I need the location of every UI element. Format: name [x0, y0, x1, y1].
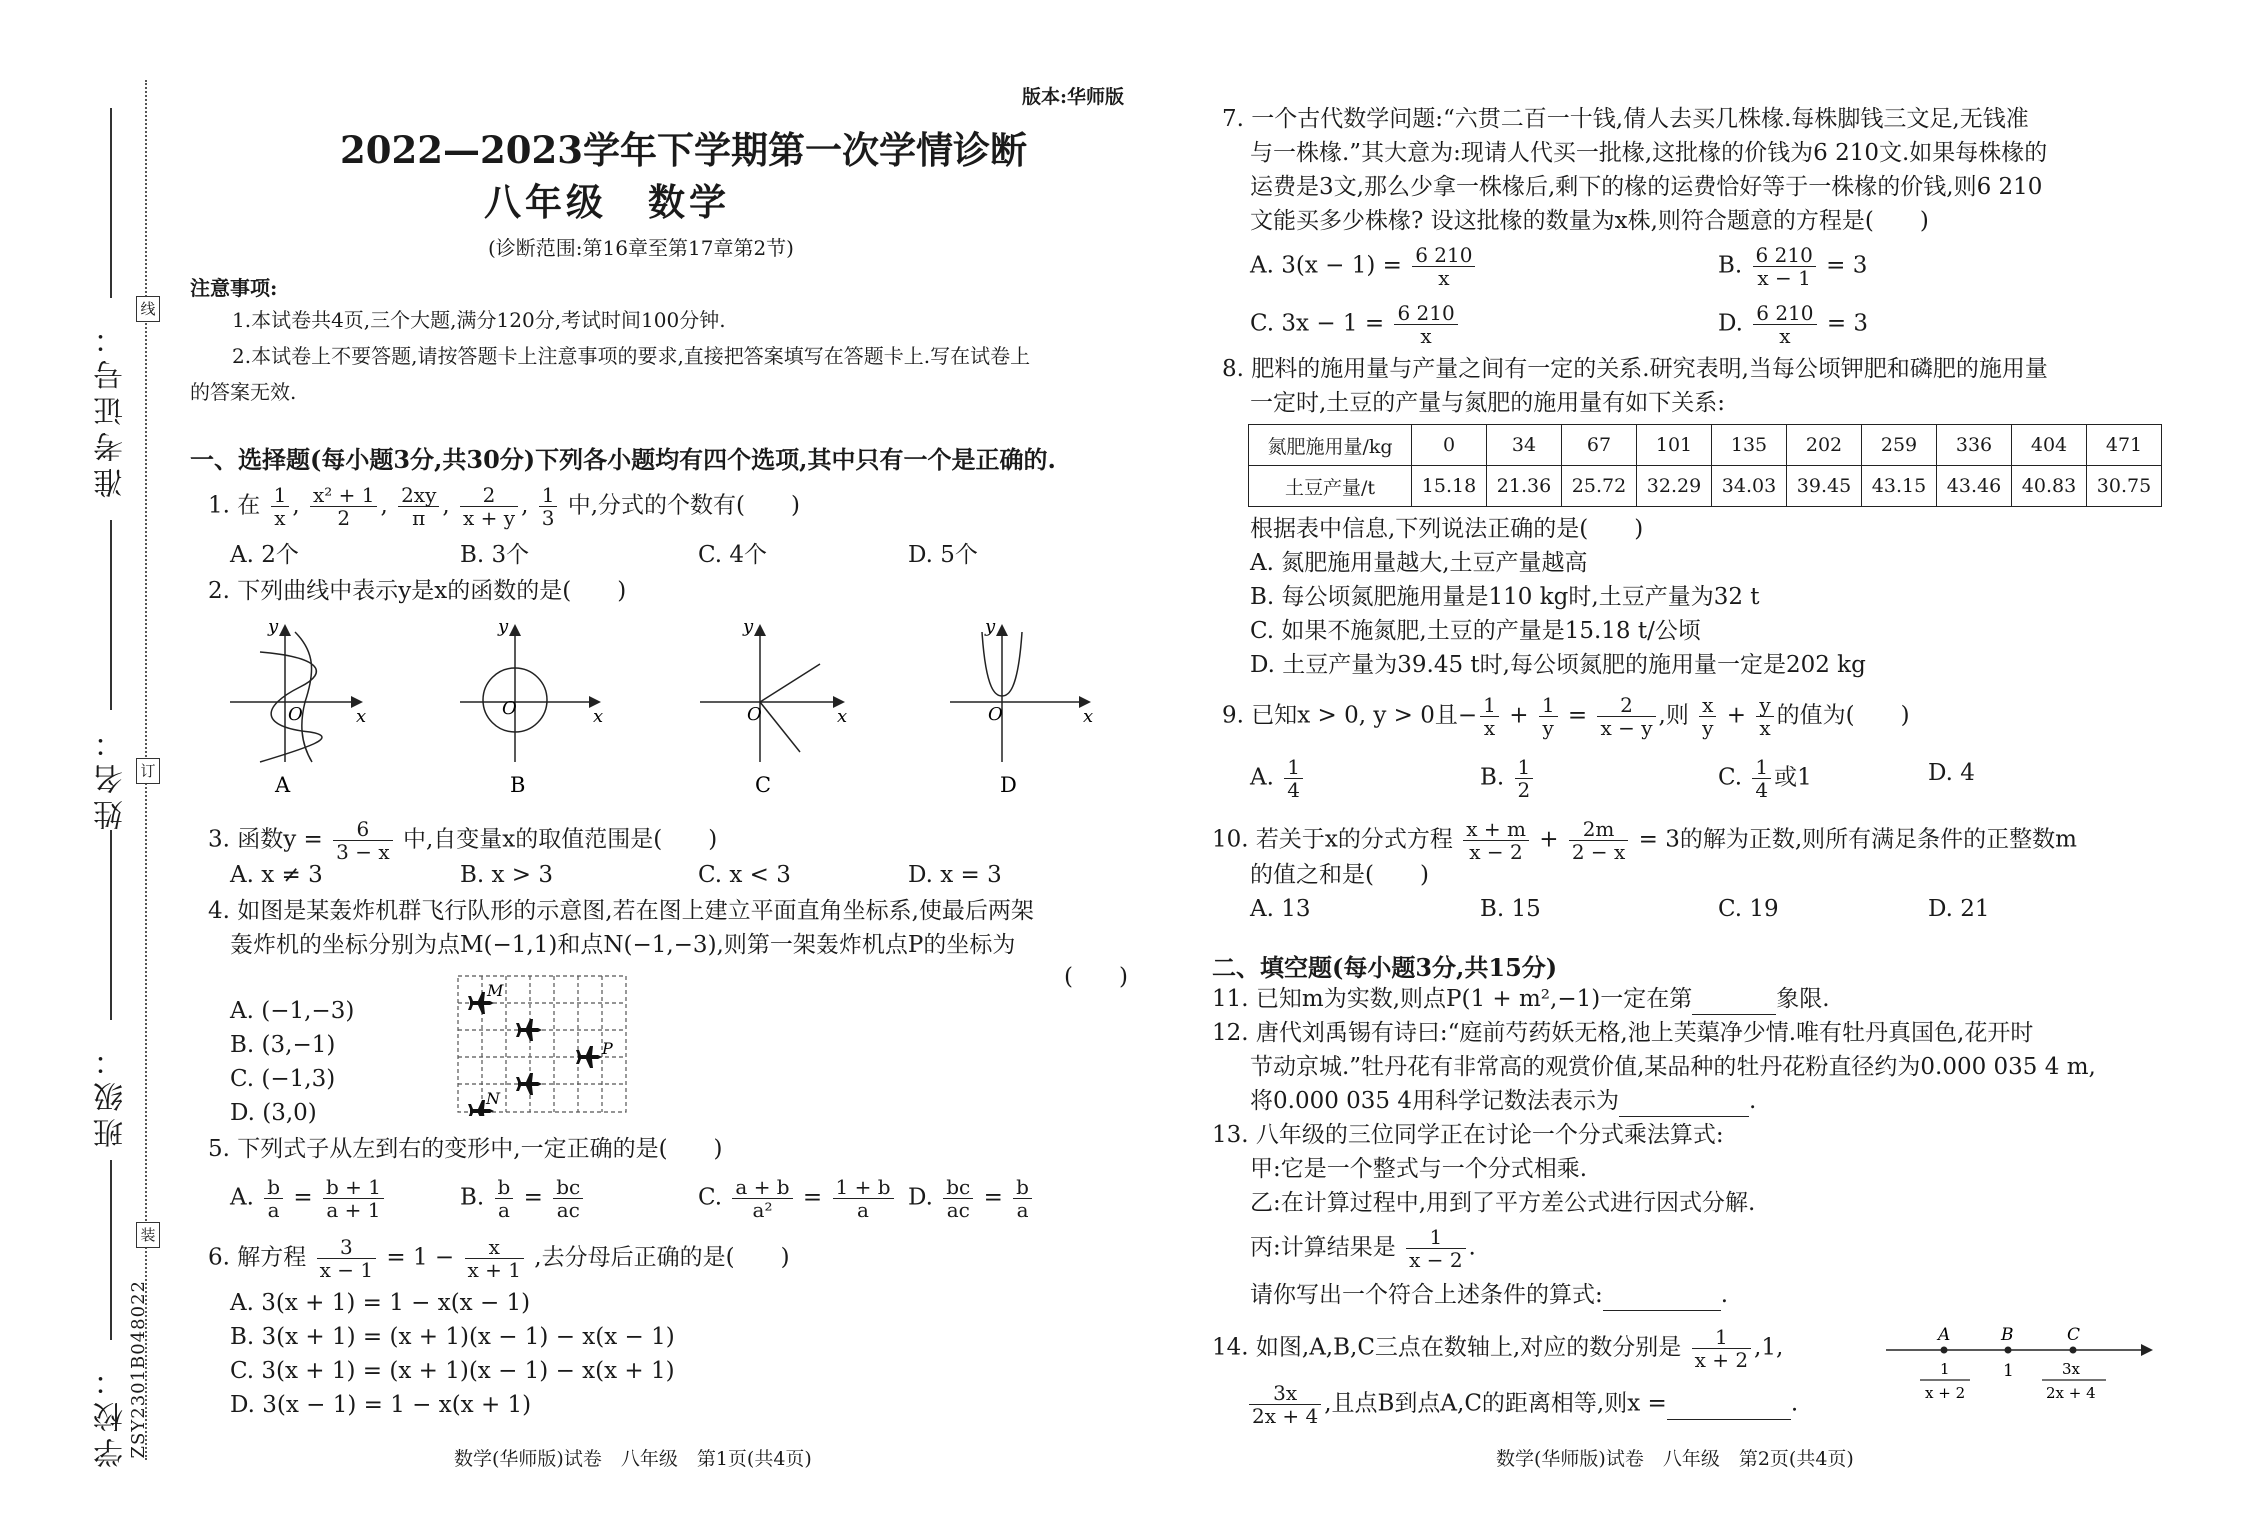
- question-7-line2: 与一株椽.”其大意为:现请人代买一批椽,这批椽的价钱为6 210文.如果每株椽的: [1250, 140, 2048, 166]
- question-1: 1. 在 $\frac{1}{x}$ , $\frac{\text{x² + 1}}{2}$ , $\frac{2xy}{\pi}$ , $\frac{2}{x + y}$ , $\frac{1}{3}$ 中,分式的个数有( ): [208, 483, 800, 530]
- name-label: 姓名：: [94, 722, 129, 830]
- table-cell: 336: [1937, 425, 2012, 466]
- q1-option-c: C. 4个: [698, 542, 768, 568]
- table-cell: 39.45: [1787, 466, 1862, 507]
- note-item: 2.本试卷上不要答题,请按答题卡上注意事项的要求,直接把答案填写在答题卡上.写在试卷上: [232, 344, 1031, 368]
- table-cell: 404: [2012, 425, 2087, 466]
- exam-id-label: 准考证号：: [94, 318, 129, 498]
- q8-option-c: C. 如果不施氮肥,土豆的产量是15.18 t/公顷: [1250, 618, 1701, 644]
- svg-text:B: B: [2001, 1325, 2014, 1345]
- table-cell: 34: [1487, 425, 1562, 466]
- table-cell: 135: [1712, 425, 1787, 466]
- section-fill-heading: 二、填空题(每小题3分,共15分): [1212, 953, 1558, 982]
- svg-text:M: M: [487, 981, 504, 1000]
- q8-option-b: B. 每公顷氮肥施用量是110 kg时,土豆产量为32 t: [1250, 584, 1760, 610]
- table-cell: 101: [1637, 425, 1712, 466]
- svg-text:N: N: [486, 1089, 500, 1108]
- svg-text:O: O: [988, 704, 1003, 725]
- question-7-line1: 7. 一个古代数学问题:“六贯二百一十钱,倩人去买几株椽.每株脚钱三文足,无钱准: [1222, 106, 2029, 132]
- binding-mark-bind: 订: [136, 758, 160, 784]
- question-9: 9. 已知x > 0, y > 0且− $\frac{1}{x}$ + $\frac{1}{y}$ = $\frac{2}{x - y}$ ,则 $\frac{x}{y}$ + $\frac{y}{x}$ 的值为( ): [1222, 693, 1910, 740]
- table-row: [1249, 425, 2162, 466]
- q3-option-c: C. x < 3: [698, 862, 791, 888]
- serial-number: ZSY2301B048022: [128, 1280, 149, 1459]
- svg-text:y: y: [498, 616, 509, 637]
- table-cell: 202: [1787, 425, 1862, 466]
- table-cell: 21.36: [1487, 466, 1562, 507]
- table-cell: 30.75: [2087, 466, 2162, 507]
- q4-formation-grid: [454, 972, 630, 1116]
- question-2: 2. 下列曲线中表示y是x的函数的是( ): [208, 578, 627, 604]
- q14-number-line: [1880, 1318, 2180, 1418]
- question-14-line1: 14. 如图,A,B,C三点在数轴上,对应的数分别是 $\frac{1}{x + 2}$ ,1,: [1212, 1325, 1784, 1372]
- svg-text:1: 1: [1940, 1360, 1950, 1378]
- question-4-line2: 轰炸机的坐标分别为点M(−1,1)和点N(−1,−3),则第一架轰炸机点P的坐标为: [230, 932, 1016, 958]
- svg-text:C: C: [755, 773, 772, 797]
- svg-text:y: y: [743, 616, 754, 637]
- svg-text:D: D: [1000, 773, 1017, 797]
- question-7-line3: 运费是3文,那么少拿一株椽后,剩下的椽的运费恰好等于一株椽的价钱,则6 210: [1250, 174, 2043, 200]
- binding-mark-pack: 装: [136, 1222, 160, 1248]
- svg-text:O: O: [747, 704, 762, 725]
- svg-text:O: O: [288, 704, 303, 725]
- svg-text:x + 2: x + 2: [1925, 1384, 1966, 1402]
- plane-icon: [576, 1046, 602, 1068]
- svg-text:x: x: [356, 706, 367, 727]
- q5-option-a: A. $\frac{b}{a}$ = $\frac{b + 1}{a + 1}$: [230, 1176, 387, 1221]
- binding-mark-line: 线: [136, 296, 160, 322]
- question-4-paren: ( ): [1064, 964, 1128, 990]
- q1-option-a: A. 2个: [230, 542, 299, 568]
- table-row: [1249, 466, 2162, 507]
- q10-option-b: B. 15: [1480, 896, 1541, 922]
- binding-rule: [110, 108, 112, 298]
- graph-b: [460, 616, 603, 797]
- q6-option-a: A. 3(x + 1) = 1 − x(x − 1): [230, 1290, 531, 1316]
- binding-rule: [110, 830, 112, 1020]
- binding-rule: [110, 1160, 112, 1340]
- question-8-line2: 一定时,土豆的产量与氮肥的施用量有如下关系:: [1250, 390, 1726, 416]
- table-cell: 32.29: [1637, 466, 1712, 507]
- svg-text:x: x: [1083, 706, 1094, 727]
- table-cell: 土豆产量/t: [1249, 466, 1412, 507]
- svg-text:y: y: [985, 616, 996, 637]
- svg-text:3x: 3x: [2062, 1360, 2081, 1378]
- q4-option-c: C. (−1,3): [230, 1066, 336, 1092]
- note-item: 1.本试卷共4页,三个大题,满分120分,考试时间100分钟.: [232, 308, 726, 332]
- binding-rule: [110, 520, 112, 710]
- q6-option-b: B. 3(x + 1) = (x + 1)(x − 1) − x(x − 1): [230, 1324, 675, 1350]
- question-3: 3. 函数y = $\frac{6}{3 - x}$ 中,自变量x的取值范围是( ): [208, 817, 718, 864]
- svg-text:A: A: [275, 773, 291, 797]
- class-label: 班级：: [94, 1040, 129, 1148]
- svg-text:x: x: [593, 706, 604, 727]
- question-13-line4: 丙:计算结果是 $\frac{1}{x - 2}$ .: [1250, 1225, 1476, 1272]
- svg-text:C: C: [2067, 1325, 2081, 1345]
- table-cell: 0: [1412, 425, 1487, 466]
- graph-a: [230, 616, 366, 797]
- question-14-line2: $\frac{3x}{2x + 4}$ ,且点B到点A,C的距离相等,则x = .: [1246, 1382, 1798, 1427]
- svg-text:2x + 4: 2x + 4: [2046, 1384, 2096, 1402]
- notes-heading: 注意事项:: [190, 276, 278, 300]
- question-5: 5. 下列式子从左到右的变形中,一定正确的是( ): [208, 1136, 723, 1162]
- question-4-line1: 4. 如图是某轰炸机群飞行队形的示意图,若在图上建立平面直角坐标系,使最后两架: [208, 898, 1034, 924]
- svg-text:x: x: [837, 706, 848, 727]
- q4-option-d: D. (3,0): [230, 1100, 317, 1126]
- q9-option-d: D. 4: [1928, 760, 1975, 786]
- question-8-line1: 8. 肥料的施用量与产量之间有一定的关系.研究表明,当每公顷钾肥和磷肥的施用量: [1222, 356, 2048, 382]
- q6-option-d: D. 3(x − 1) = 1 − x(x + 1): [230, 1392, 532, 1418]
- q10-option-a: A. 13: [1250, 896, 1311, 922]
- table-cell: 43.46: [1937, 466, 2012, 507]
- school-label: 学校：: [94, 1360, 129, 1468]
- svg-text:A: A: [1938, 1325, 1951, 1345]
- question-13-line3: 乙:在计算过程中,用到了平方差公式进行因式分解.: [1250, 1190, 1756, 1216]
- svg-text:y: y: [268, 616, 279, 637]
- table-cell: 43.15: [1862, 466, 1937, 507]
- question-13-line1: 13. 八年级的三位同学正在讨论一个分式乘法算式:: [1212, 1122, 1724, 1148]
- exam-scope: (诊断范围:第16章至第17章第2节): [488, 236, 794, 260]
- q9-option-c: C. $\frac{1}{4}$ 或1: [1718, 755, 1812, 802]
- q9-option-b: B. $\frac{1}{2}$: [1480, 756, 1536, 801]
- table-cell: 67: [1562, 425, 1637, 466]
- q7-option-d: D. $\frac{6 210}{x}$ = 3: [1718, 301, 1869, 348]
- question-13-line2: 甲:它是一个整式与一个分式相乘.: [1250, 1156, 1588, 1182]
- q5-option-b: B. $\frac{b}{a}$ = $\frac{bc}{ac}$: [460, 1176, 586, 1221]
- question-10: 10. 若关于x的分式方程 $\frac{x + m}{x - 2}$ + $\frac{2m}{2 - x}$ = 3的解为正数,则所有满足条件的正整数m: [1212, 817, 2077, 864]
- question-12-line2: 节动京城.”牡丹花有非常高的观赏价值,某品种的牡丹花粉直径约为0.000 035 4 m,: [1250, 1054, 2096, 1080]
- question-6: 6. 解方程 $\frac{3}{x - 1}$ = 1 − $\frac{x}{x + 1}$ ,去分母后正确的是( ): [208, 1235, 790, 1282]
- plane-icon: [516, 1073, 542, 1095]
- section-choice-heading: 一、选择题(每小题3分,共30分)下列各小题均有四个选项,其中只有一个是正确的.: [190, 445, 1056, 474]
- question-13-ask: 请你写出一个符合上述条件的算式: .: [1250, 1280, 1728, 1311]
- q3-option-a: A. x ≠ 3: [230, 862, 323, 888]
- exam-subtitle: 八年级 数学: [484, 180, 730, 224]
- table-cell: 25.72: [1562, 466, 1637, 507]
- table-cell: 40.83: [2012, 466, 2087, 507]
- table-cell: 471: [2087, 425, 2162, 466]
- q1-option-d: D. 5个: [908, 542, 978, 568]
- svg-text:B: B: [510, 773, 526, 797]
- table-cell: 氮肥施用量/kg: [1249, 425, 1412, 466]
- question-11: 11. 已知m为实数,则点P(1 + m²,−1)一定在第 象限.: [1212, 984, 1830, 1015]
- q9-option-a: A. $\frac{1}{4}$: [1250, 756, 1306, 801]
- q7-option-b: B. $\frac{6 210}{x - 1}$ = 3: [1718, 243, 1868, 290]
- table-cell: 15.18: [1412, 466, 1487, 507]
- question-7-line4: 文能买多少株椽? 设这批椽的数量为x株,则符合题意的方程是( ): [1250, 208, 1929, 234]
- q7-option-a: A. 3(x − 1) = $\frac{6 210}{x}$: [1250, 244, 1478, 289]
- q6-option-c: C. 3(x + 1) = (x + 1)(x − 1) − x(x + 1): [230, 1358, 675, 1384]
- q8-option-d: D. 土豆产量为39.45 t时,每公顷氮肥的施用量一定是202 kg: [1250, 652, 1866, 678]
- q2-graphs: [220, 612, 1160, 802]
- q5-option-c: C. $\frac{a + b}{\text{a²}}$ = $\frac{1 + b}{a}$: [698, 1176, 897, 1221]
- question-12-line1: 12. 唐代刘禹锡有诗曰:“庭前芍药妖无格,池上芙蕖净少情.唯有牡丹真国色,花开时: [1212, 1020, 2034, 1046]
- question-8-ask: 根据表中信息,下列说法正确的是( ): [1250, 516, 1644, 542]
- q1-option-b: B. 3个: [460, 542, 530, 568]
- q4-option-b: B. (3,−1): [230, 1032, 336, 1058]
- version-label: 版本:华师版: [1022, 86, 1125, 108]
- plane-icon: [516, 1019, 542, 1041]
- question-12-line3: 将0.000 035 4用科学记数法表示为 .: [1250, 1086, 1756, 1117]
- q5-option-d: D. $\frac{bc}{ac}$ = $\frac{b}{a}$: [908, 1176, 1035, 1221]
- q4-option-a: A. (−1,−3): [230, 998, 355, 1024]
- table-cell: 259: [1862, 425, 1937, 466]
- svg-text:P: P: [602, 1039, 613, 1058]
- graph-c: [700, 616, 847, 797]
- footer-page-2: 数学(华师版)试卷 八年级 第2页(共4页): [1496, 1448, 1854, 1470]
- svg-text:1: 1: [2003, 1361, 2014, 1381]
- note-item: 的答案无效.: [190, 380, 297, 404]
- q8-table: [1248, 424, 2162, 507]
- q10-option-d: D. 21: [1928, 896, 1990, 922]
- exam-title: 2022—2023学年下学期第一次学情诊断: [340, 128, 1027, 172]
- footer-page-1: 数学(华师版)试卷 八年级 第1页(共4页): [454, 1448, 812, 1470]
- q7-option-c: C. 3x − 1 = $\frac{6 210}{x}$: [1250, 302, 1461, 347]
- svg-text:O: O: [502, 698, 517, 719]
- q8-option-a: A. 氮肥施用量越大,土豆产量越高: [1250, 550, 1588, 576]
- q3-option-b: B. x > 3: [460, 862, 554, 888]
- table-cell: 34.03: [1712, 466, 1787, 507]
- graph-d: [950, 616, 1093, 797]
- q10-option-c: C. 19: [1718, 896, 1779, 922]
- question-10-line2: 的值之和是( ): [1250, 862, 1429, 888]
- q3-option-d: D. x = 3: [908, 862, 1002, 888]
